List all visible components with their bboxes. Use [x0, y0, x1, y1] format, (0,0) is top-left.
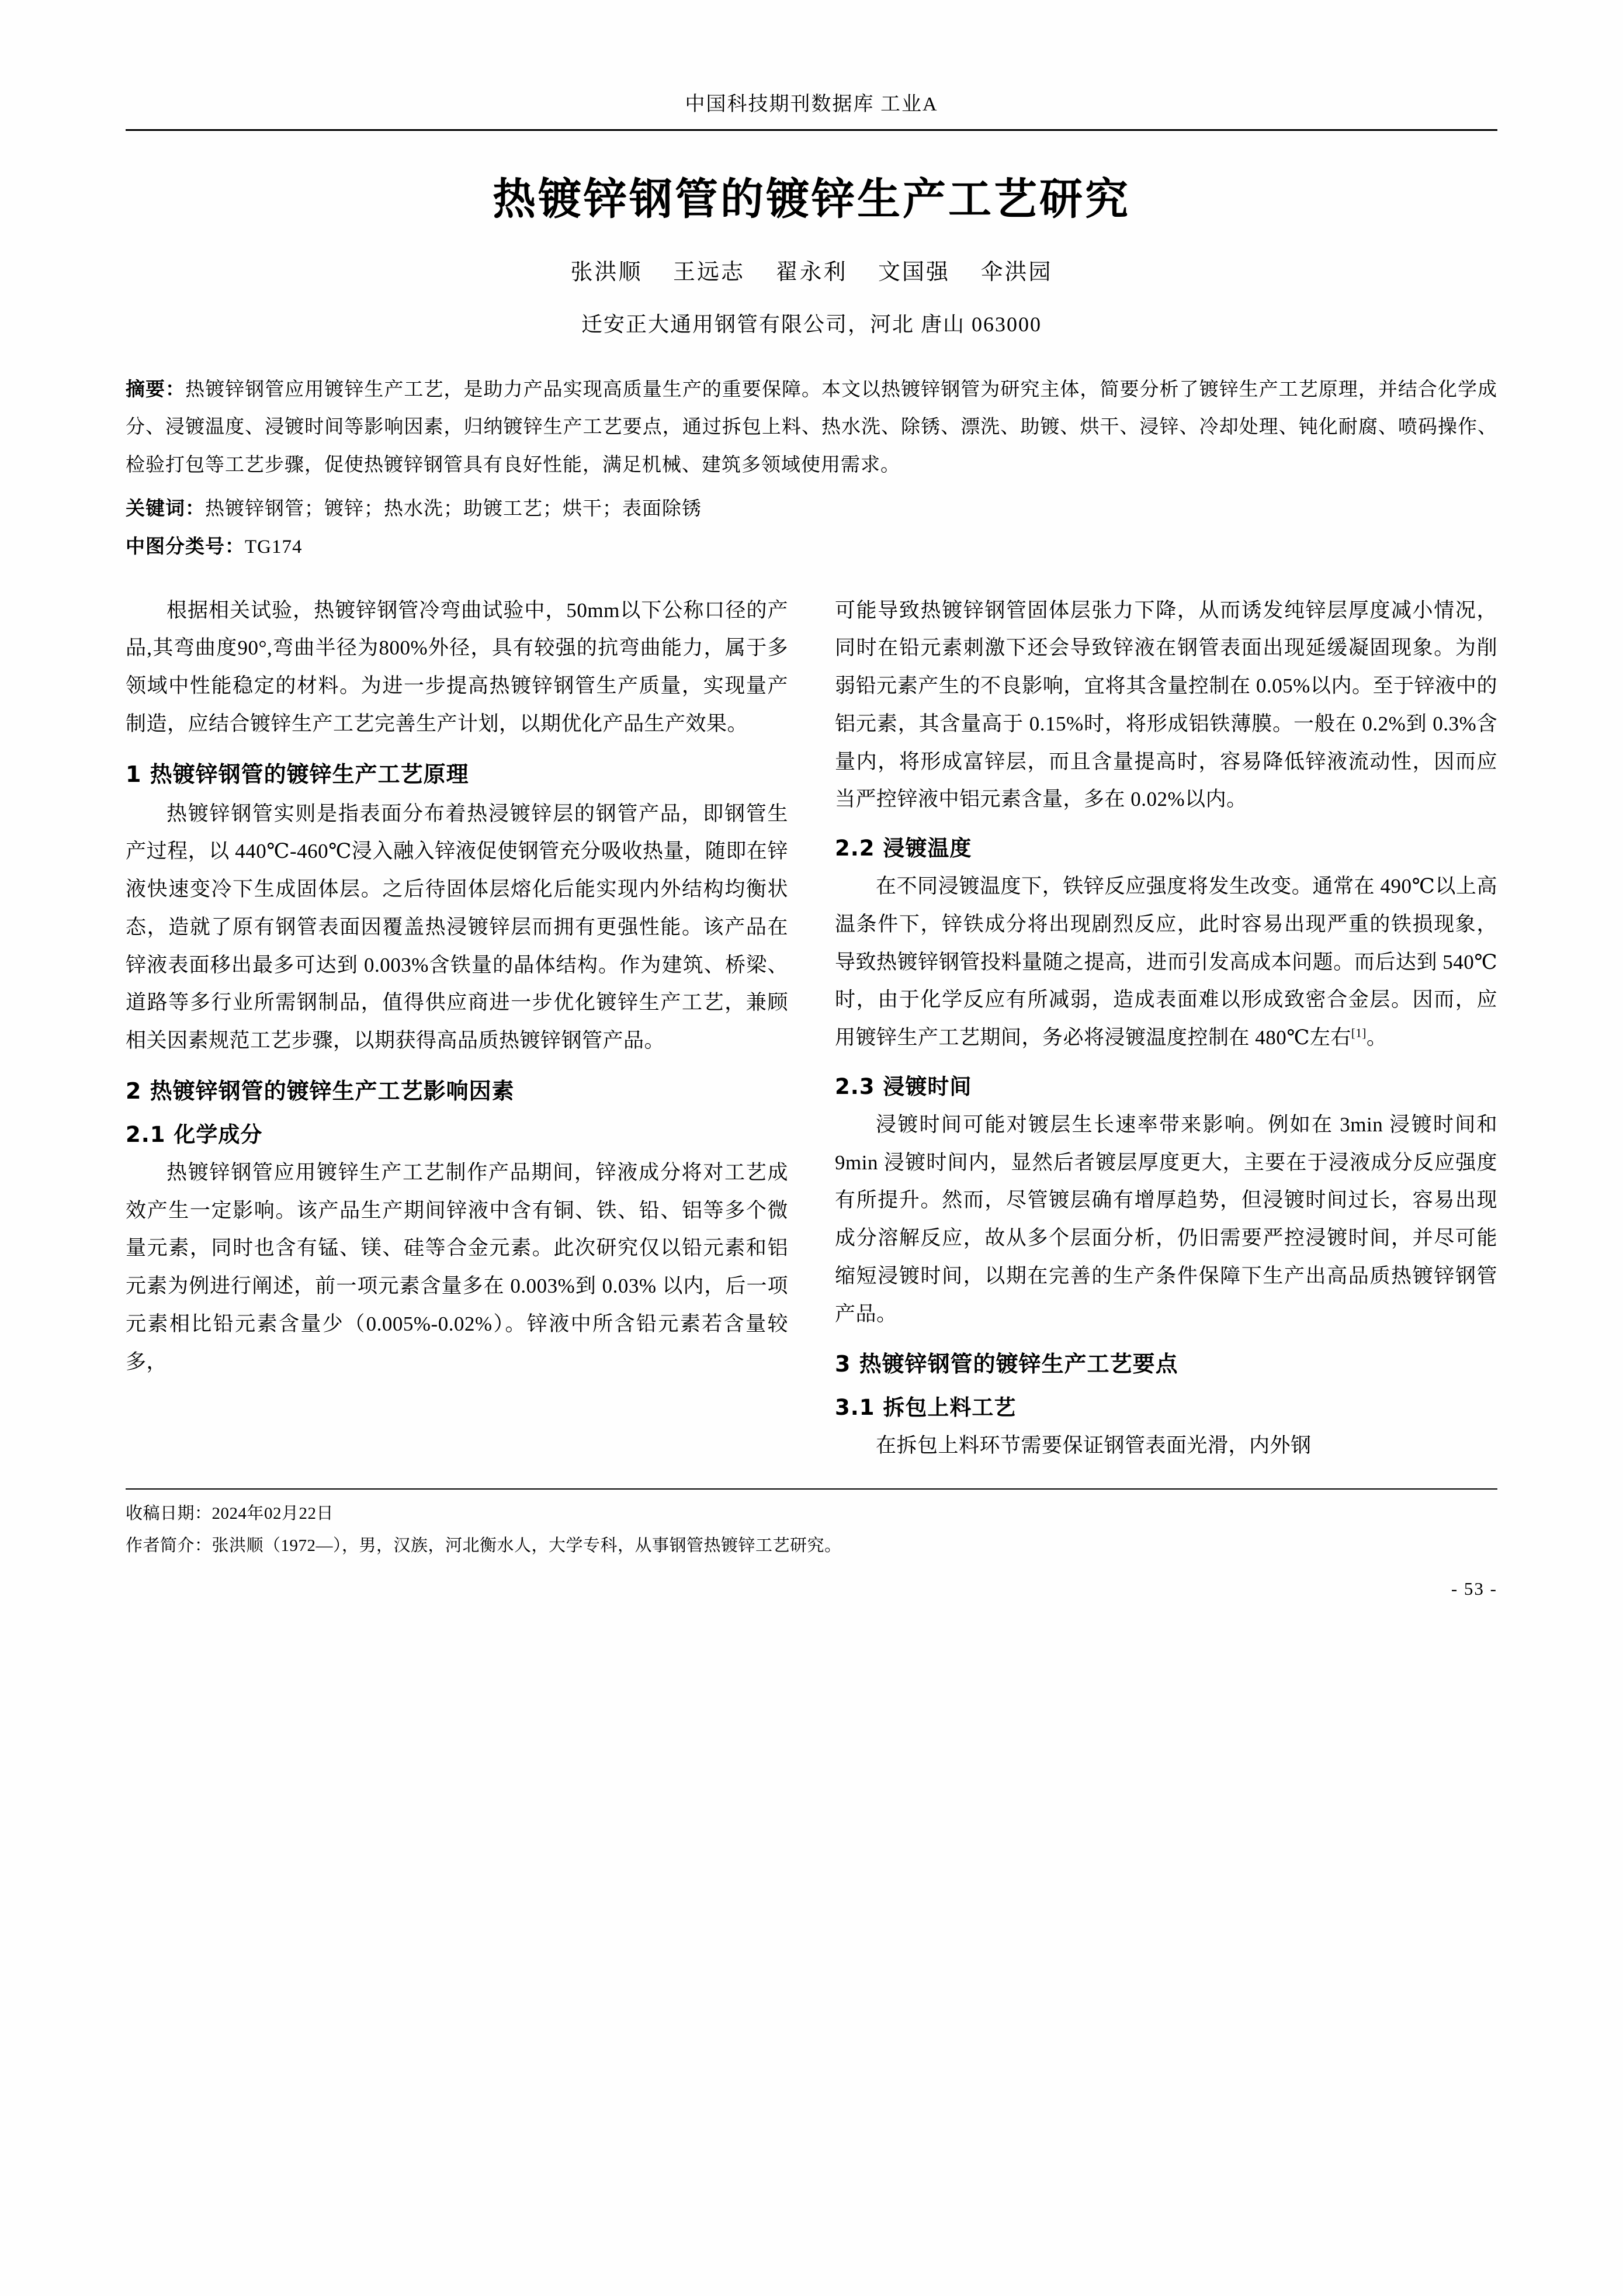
author: 伞洪园: [980, 260, 1053, 285]
paragraph: 热镀锌钢管实则是指表面分布着热浸镀锌层的钢管产品，即钢管生产过程，以 440℃-460℃浸入融入锌液促使钢管充分吸收热量，随即在锌液快速变冷下生成固体层。之后待固体层熔化后能实现内外结构均衡状态，造就了原有钢管表面因覆盖热浸镀锌层而拥有更强性能。该产品在锌液表面移出最多可达到 0.003%含铁量的晶体结构。作为建筑、桥梁、道路等多行业所需钢制品，值得供应商进一步优化镀锌生产工艺，兼顾相关因素规范工艺步骤，以期获得高品质热镀锌钢管产品。: [126, 802, 788, 1052]
footnote-author-bio: 作者简介：张洪顺（1972—），男，汉族，河北衡水人，大学专科，从事钢管热镀锌工艺研究。: [126, 1536, 842, 1555]
paragraph: 在不同浸镀温度下，铁锌反应强度将发生改变。通常在 490℃以上高温条件下，锌铁成分将出现剧烈反应，此时容易出现严重的铁损现象，导致热镀锌钢管投料量随之提高，进而引发高成本问题。而后达到 540℃时，由于化学反应有所减弱，造成表面难以形成致密合金层。因而，应用镀锌生产工艺期间，务必将浸镀温度控制在 480℃左右[1]。: [835, 875, 1497, 1050]
column-right: [835, 592, 1497, 1468]
author: 文国强: [878, 260, 951, 285]
keywords-block: [126, 490, 1497, 528]
paragraph: 在拆包上料环节需要保证钢管表面光滑，内外钢: [876, 1434, 1312, 1457]
author-list: [126, 254, 1497, 286]
subsection-heading: 2.1 化学成分: [126, 1121, 263, 1147]
section-heading: 2 热镀锌钢管的镀锌生产工艺影响因素: [126, 1078, 515, 1104]
citation-marker: [1]: [1351, 1026, 1367, 1040]
paragraph: 浸镀时间可能对镀层生长速率带来影响。例如在 3min 浸镀时间和 9min 浸镀时间内，显然后者镀层厚度更大，主要在于浸液成分反应强度有所提升。然而，尽管镀层确有增厚趋势，但浸镀时间过长，容易出现成分溶解反应，故从多个层面分析，仍旧需要严控浸镀时间，并尽可能缩短浸镀时间，以期在完善的生产条件保障下生产出高品质热镀锌钢管产品。: [835, 1113, 1497, 1325]
paragraph-continued: 可能导致热镀锌钢管固体层张力下降，从而诱发纯锌层厚度减小情况，同时在铅元素刺激下还会导致锌液在钢管表面出现延缓凝固现象。为削弱铅元素产生的不良影响，宜将其含量控制在 0.05%以内。至于锌液中的铝元素，其含量高于 0.15%时，将形成铝铁薄膜。一般在 0.2%到 0.3%含量内，将形成富锌层，而且含量提高时，容易降低锌液流动性，因而应当严控锌液中铝元素含量，多在 0.02%以内。: [835, 598, 1497, 811]
footnote-received-date: 收稿日期：2024年02月22日: [126, 1504, 334, 1523]
clc-label: 中图分类号：: [126, 535, 245, 558]
abstract-label: 摘要：: [126, 378, 186, 400]
clc-block: [126, 528, 1497, 566]
subsection-heading: 2.3 浸镀时间: [835, 1073, 972, 1099]
abstract-text: 热镀锌钢管应用镀锌生产工艺，是助力产品实现高质量生产的重要保障。本文以热镀锌钢管为研究主体，简要分析了镀锌生产工艺原理，并结合化学成分、浸镀温度、浸镀时间等影响因素，归纳镀锌生产工艺要点，通过拆包上料、热水洗、除锈、漂洗、助镀、烘干、浸锌、冷却处理、钝化耐腐、喷码操作、检验打包等工艺步骤，促使热镀锌钢管具有良好性能，满足机械、建筑多领域使用需求。: [126, 379, 1498, 476]
author: 王远志: [672, 260, 745, 285]
author: 张洪顺: [570, 260, 643, 285]
affiliation: 迁安正大通用钢管有限公司，河北 唐山 063000: [581, 313, 1042, 336]
column-left: [126, 592, 788, 1468]
page-title: 热镀锌钢管的镀锌生产工艺研究: [493, 174, 1130, 224]
keywords-label: 关键词：: [126, 497, 205, 520]
footnotes: [126, 1488, 1497, 1561]
running-head: 中国科技期刊数据库 工业A: [126, 88, 1497, 131]
paragraph: 根据相关试验，热镀锌钢管冷弯曲试验中，50mm以下公称口径的产品,其弯曲度90°,弯曲半径为800%外径，具有较强的抗弯曲能力，属于多领域中性能稳定的材料。为进一步提高热镀锌钢管生产质量，实现量产制造，应结合镀锌生产工艺完善生产计划，以期优化产品生产效果。: [126, 598, 788, 735]
subsection-heading: 2.2 浸镀温度: [835, 836, 972, 861]
page-number: - 53 -: [1451, 1578, 1497, 1599]
keywords-text: 热镀锌钢管；镀锌；热水洗；助镀工艺；烘干；表面除锈: [205, 498, 702, 520]
clc-text: TG174: [245, 536, 303, 558]
body-columns: [126, 592, 1497, 1468]
paragraph: 热镀锌钢管应用镀锌生产工艺制作产品期间，锌液成分将对工艺成效产生一定影响。该产品生产期间锌液中含有铜、铁、铅、铝等多个微量元素，同时也含有锰、镁、硅等合金元素。此次研究仅以铅元素和铝元素为例进行阐述，前一项元素含量多在 0.003%到 0.03% 以内，后一项元素相比铅元素含量少（0.005%-0.02%）。锌液中所含铅元素若含量较多，: [126, 1161, 788, 1373]
section-heading: 1 热镀锌钢管的镀锌生产工艺原理: [126, 761, 469, 787]
abstract-block: [126, 370, 1497, 484]
subsection-heading: 3.1 拆包上料工艺: [835, 1395, 1017, 1421]
author: 翟永利: [775, 260, 848, 285]
section-heading: 3 热镀锌钢管的镀锌生产工艺要点: [835, 1351, 1178, 1377]
